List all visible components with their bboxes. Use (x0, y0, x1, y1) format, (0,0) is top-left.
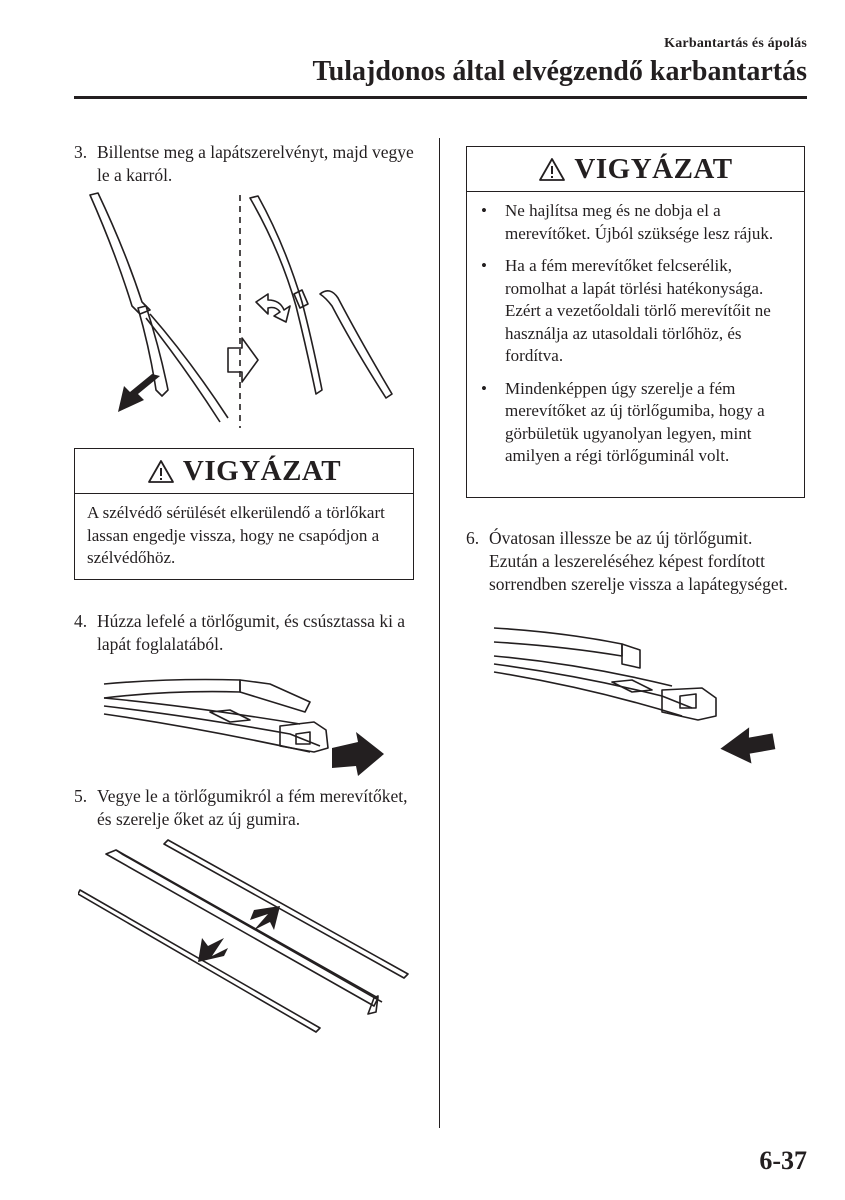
step-3 (74, 141, 426, 187)
rubber-insert-illustration (492, 624, 787, 768)
caution-box-left (74, 448, 414, 580)
blade-removal-illustration (80, 190, 420, 430)
rubber-slide-out-illustration (100, 672, 395, 780)
caution-title: VIGYÁZAT (574, 152, 733, 185)
step-text: Húzza lefelé a törlőgumit, és csúsztassa ki a lapát foglalatából. (97, 611, 406, 654)
step-number: 5. (74, 786, 88, 806)
caution-header (467, 147, 804, 192)
page-number: 6-37 (759, 1146, 807, 1175)
caution-item: • Ne hajlítsa meg és ne dobja el a merevítőket. Újból szüksége lesz rájuk. (481, 200, 794, 245)
step-4 (74, 610, 426, 656)
caution-list (467, 192, 804, 474)
step-text: Billentse meg a lapátszerelvényt, majd vegye le a karról. (97, 142, 414, 185)
step-number: 6. (466, 528, 480, 548)
step-text: Vegye le a törlőgumikról a fém merevítőket, és szerelje őket az új gumira. (97, 786, 408, 829)
caution-header (75, 449, 413, 494)
stiffener-illustration (78, 836, 414, 1036)
title-rule (74, 96, 807, 99)
step-6 (466, 527, 804, 596)
step-number: 3. (74, 142, 88, 162)
caution-item: • Mindenképpen úgy szerelje a fém merevítőket az új törlőgumiba, hogy a görbületük ugyanolyan legyen, mint amilyen a régi törlőguminál volt. (481, 378, 794, 468)
warning-triangle-icon (538, 157, 566, 182)
step-5 (74, 785, 426, 831)
caution-item: • Ha a fém merevítőket felcserélik, romolhat a lapát törlési hatékonysága. Ezért a vezetőoldali törlő merevítőit ne használja az utasoldali törlőhöz, és fordítva. (481, 255, 794, 368)
caution-title: VIGYÁZAT (182, 454, 342, 487)
caution-text: A szélvédő sérülését elkerülendő a törlőkart lassan engedje vissza, hogy ne csapódjon a szélvédőhöz. (87, 503, 385, 567)
step-number: 4. (74, 611, 88, 631)
step-text: Óvatosan illessze be az új törlőgumit. Ezután a leszereléséhez képest fordított sorrendben szerelje vissza a lapátegységet. (489, 528, 788, 594)
section-label: Karbantartás és ápolás (664, 36, 807, 51)
caution-box-right (466, 146, 805, 498)
warning-triangle-icon (147, 459, 175, 484)
column-divider (439, 138, 440, 1128)
page-title: Tulajdonos által elvégzendő karbantartás (312, 56, 807, 87)
